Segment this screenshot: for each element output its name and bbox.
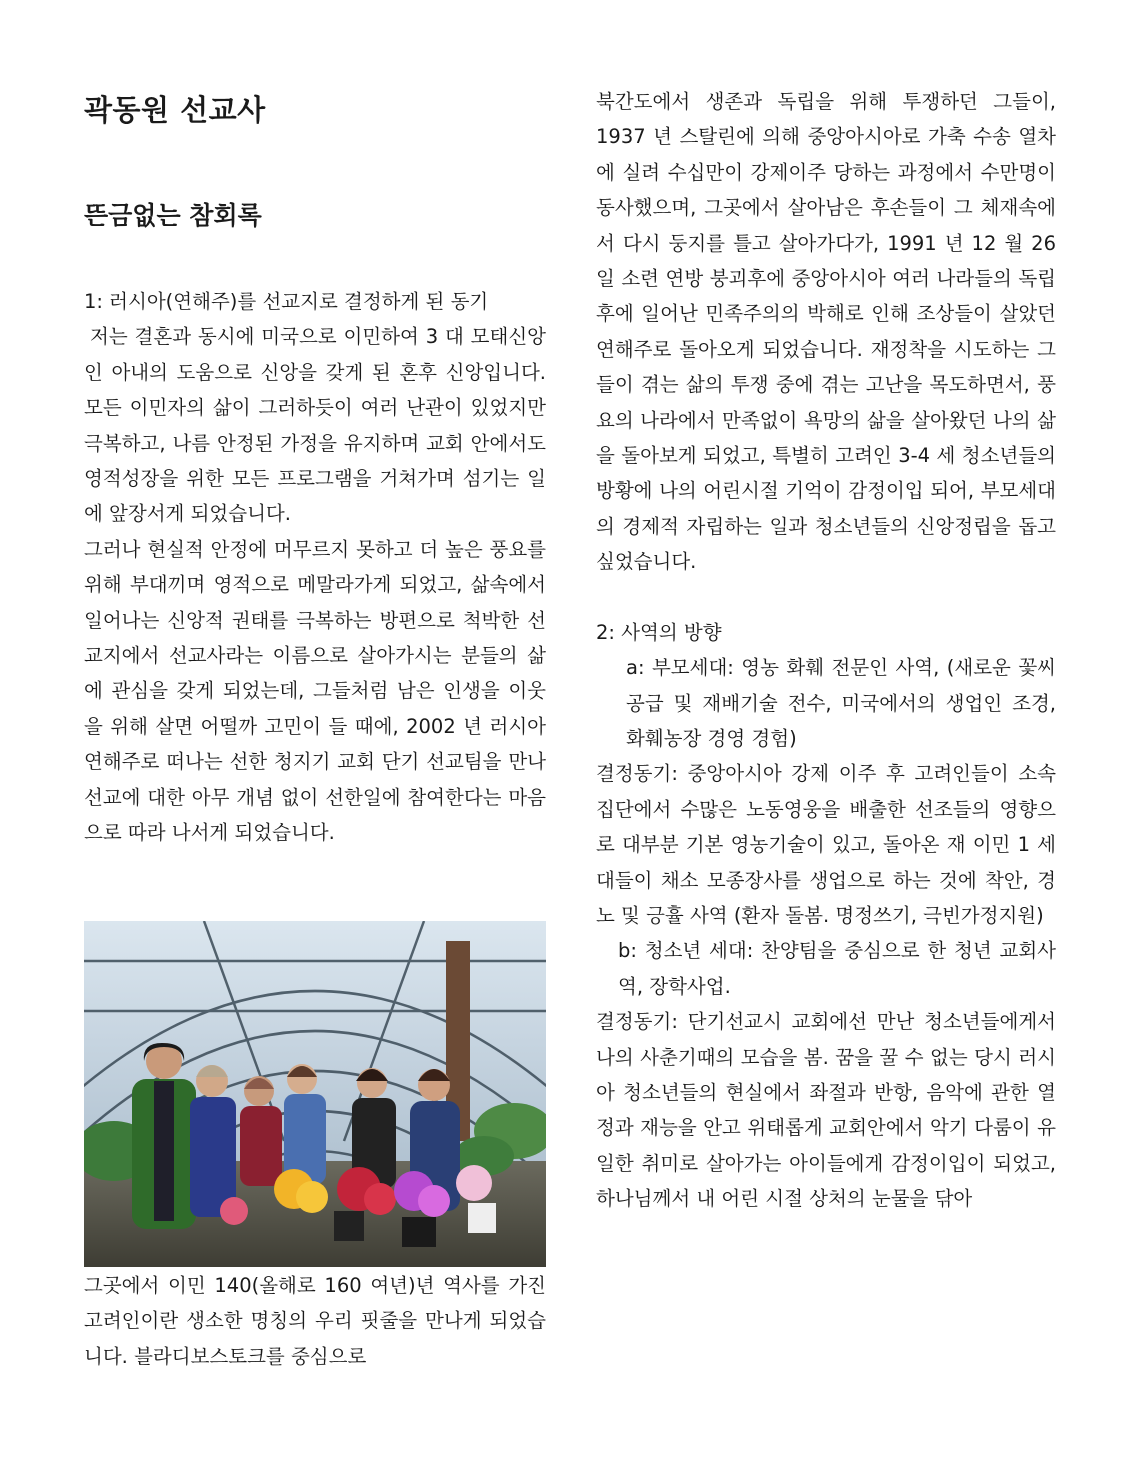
right-column-text: [596, 84, 1056, 1217]
page-title: 곽동원 선교사: [84, 93, 266, 127]
ministry-item-a: a: 부모세대: 영농 화훼 전문인 사역, (새로운 꽃씨 공급 및 재배기술 전수, 미국에서의 생업인 조경, 화훼농장 경영 경험): [626, 656, 1056, 750]
motive-a: 결정동기: 중앙아시아 강제 이주 후 고려인들이 소속 집단에서 수많은 노동영웅을 배출한 선조들의 영향으로 대부분 기본 영농기술이 있고, 돌아온 재 이민 1 세대들이 채소 모종장사를 생업으로 하는 것에 착안, 경노 및 긍휼 사역 (환자 돌봄. 명정쓰기, 극빈가정지원): [596, 762, 1056, 927]
page-subtitle: 뜬금없는 참회록: [84, 201, 262, 230]
paragraph: 그곳에서 이민 140(올해로 160 여년)년 역사를 가진 고려인이란 생소한 명칭의 우리 핏줄을 만나게 되었습니다. 블라디보스토크를 중심으로: [84, 1274, 546, 1368]
section-heading-2: 2: 사역의 방향: [596, 620, 722, 644]
paragraph: 저는 결혼과 동시에 미국으로 이민하여 3 대 모태신앙인 아내의 도움으로 신앙을 갖게 된 혼후 신앙입니다. 모든 이민자의 삶이 그러하듯이 여러 난관이 있었지만 극복하고, 나름 안정된 가정을 유지하며 교회 안에서도 영적성장을 위한 모든 프로그램을 거쳐가며 섬기는 일에 앞장서게 되었습니다.: [84, 325, 546, 526]
left-column-text: [84, 284, 546, 851]
paragraph: 북간도에서 생존과 독립을 위해 투쟁하던 그들이, 1937 년 스탈린에 의해 중앙아시아로 가축 수송 열차에 실려 수십만이 강제이주 당하는 과정에서 수만명이 동사했으며, 그곳에서 살아남은 후손들이 그 체재속에서 다시 둥지를 틀고 살아가다가, 1991 년 12 월 26 일 소련 연방 붕괴후에 중앙아시아 여러 나라들의 독립후에 일어난 민족주의의 박해로 인해 조상들이 살았던 연해주로 돌아오게 되었습니다. 재정착을 시도하는 그들이 겪는 삶의 투쟁 중에 겪는 고난을 목도하면서, 풍요의 나라에서 만족없이 욕망의 삶을 살아왔던 나의 삶을 돌아보게 되었고, 특별히 고려인 3-4 세 청소년들의 방황에 나의 어린시절 기억이 감정이입 되어, 부모세대의 경제적 자립하는 일과 청소년들의 신앙정립을 돕고 싶었습니다.: [596, 90, 1056, 574]
paragraph: 그러나 현실적 안정에 머무르지 못하고 더 높은 풍요를 위해 부대끼며 영적으로 메말라가게 되었고, 삶속에서 일어나는 신앙적 권태를 극복하는 방편으로 척박한 선교지에서 선교사라는 이름으로 살아가시는 분들의 삶에 관심을 갖게 되었는데, 그들처럼 남은 인생을 이웃을 위해 살면 어떨까 고민이 들 때에, 2002 년 러시아 연해주로 떠나는 선한 청지기 교회 단기 선교팀을 만나 선교에 대한 아무 개념 없이 선한일에 참여한다는 마음으로 따라 나서게 되었습니다.: [84, 537, 546, 845]
greenhouse-group-photo: [84, 921, 546, 1267]
motive-b: 결정동기: 단기선교시 교회에선 만난 청소년들에게서 나의 사춘기때의 모습을 봄. 꿈을 꿀 수 없는 당시 러시아 청소년들의 현실에서 좌절과 반항, 음악에 관한 열정과 재능을 안고 위태롭게 교회안에서 악기 다룸이 유일한 취미로 살아가는 아이들에게 감정이입이 되었고, 하나님께서 내 어린 시절 상처의 눈물을 닦아: [596, 1010, 1056, 1211]
ministry-item-b: b: 청소년 세대: 찬양팀을 중심으로 한 청년 교회사역, 장학사업.: [618, 939, 1056, 998]
section-heading-1: 1: 러시아(연해주)를 선교지로 결정하게 된 동기: [84, 290, 489, 313]
left-column-text-continued: [84, 1268, 546, 1374]
